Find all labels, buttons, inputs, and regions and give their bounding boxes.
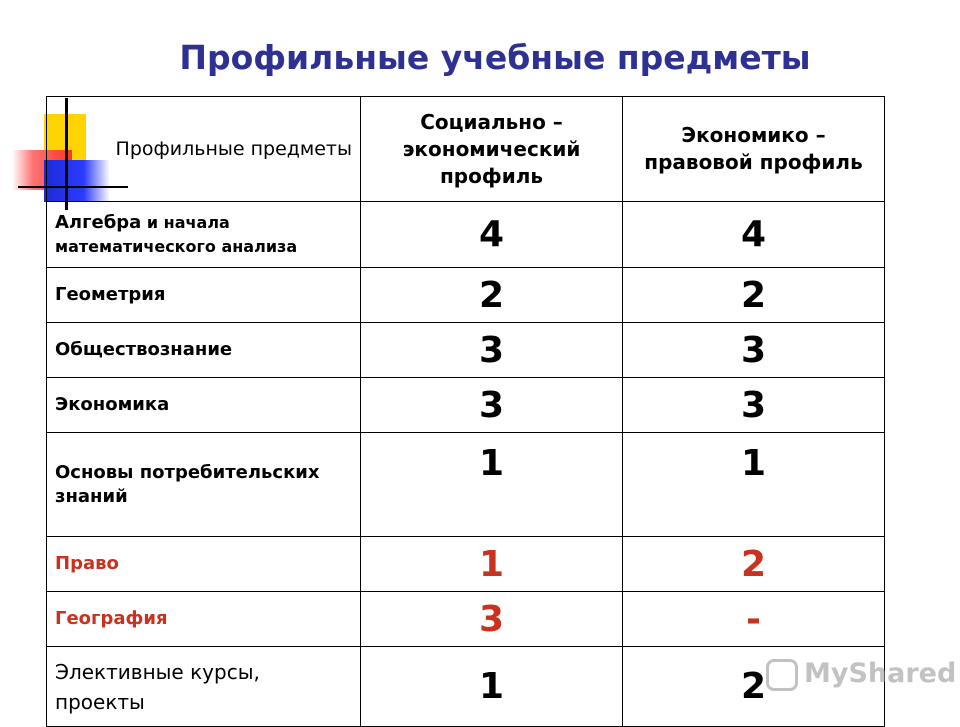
subject-cell: Основы потребительских знаний — [47, 433, 361, 537]
header-economic-legal: Экономико – правовой профиль — [623, 97, 885, 202]
hours-social: 3 — [361, 378, 623, 433]
table-row — [47, 592, 885, 647]
subject-cell: Элективные курсы, проекты — [47, 647, 361, 727]
hours-social: 2 — [361, 268, 623, 323]
subject-cell: Обществознание — [47, 323, 361, 378]
hours-econ: 1 — [623, 433, 885, 537]
table-row — [47, 268, 885, 323]
table-row — [47, 433, 885, 537]
hours-social: 4 — [361, 202, 623, 268]
table-row — [47, 647, 885, 727]
table-row — [47, 323, 885, 378]
subject-cell — [47, 202, 361, 268]
hours-econ: 2 — [623, 647, 885, 727]
header-subjects: Профильные предметы — [47, 97, 361, 202]
hours-social: 1 — [361, 433, 623, 537]
table-row — [47, 378, 885, 433]
subject-cell: Экономика — [47, 378, 361, 433]
hours-social: 3 — [361, 323, 623, 378]
hours-econ: 2 — [623, 537, 885, 592]
subject-extra: и начала математического анализа — [55, 212, 298, 256]
subject-cell: Геометрия — [47, 268, 361, 323]
table-row — [47, 202, 885, 268]
page-title: Профильные учебные предметы — [179, 38, 811, 77]
profile-subjects-table — [46, 96, 885, 727]
header-social-economic: Социально – экономический профиль — [361, 97, 623, 202]
subject-cell: География — [47, 592, 361, 647]
hours-econ: - — [623, 592, 885, 647]
hours-econ: 3 — [623, 378, 885, 433]
table-row — [47, 537, 885, 592]
subject-main: Алгебра — [55, 211, 142, 233]
watermark-icon — [766, 659, 798, 691]
subject-cell: Право — [47, 537, 361, 592]
watermark-text: MyShared — [804, 658, 957, 689]
hours-social: 1 — [361, 647, 623, 727]
hours-econ: 3 — [623, 323, 885, 378]
watermark-logo — [766, 658, 956, 691]
hours-econ: 4 — [623, 202, 885, 268]
table-header-row — [47, 97, 885, 202]
hours-social: 1 — [361, 537, 623, 592]
hours-social: 3 — [361, 592, 623, 647]
hours-econ: 2 — [623, 268, 885, 323]
